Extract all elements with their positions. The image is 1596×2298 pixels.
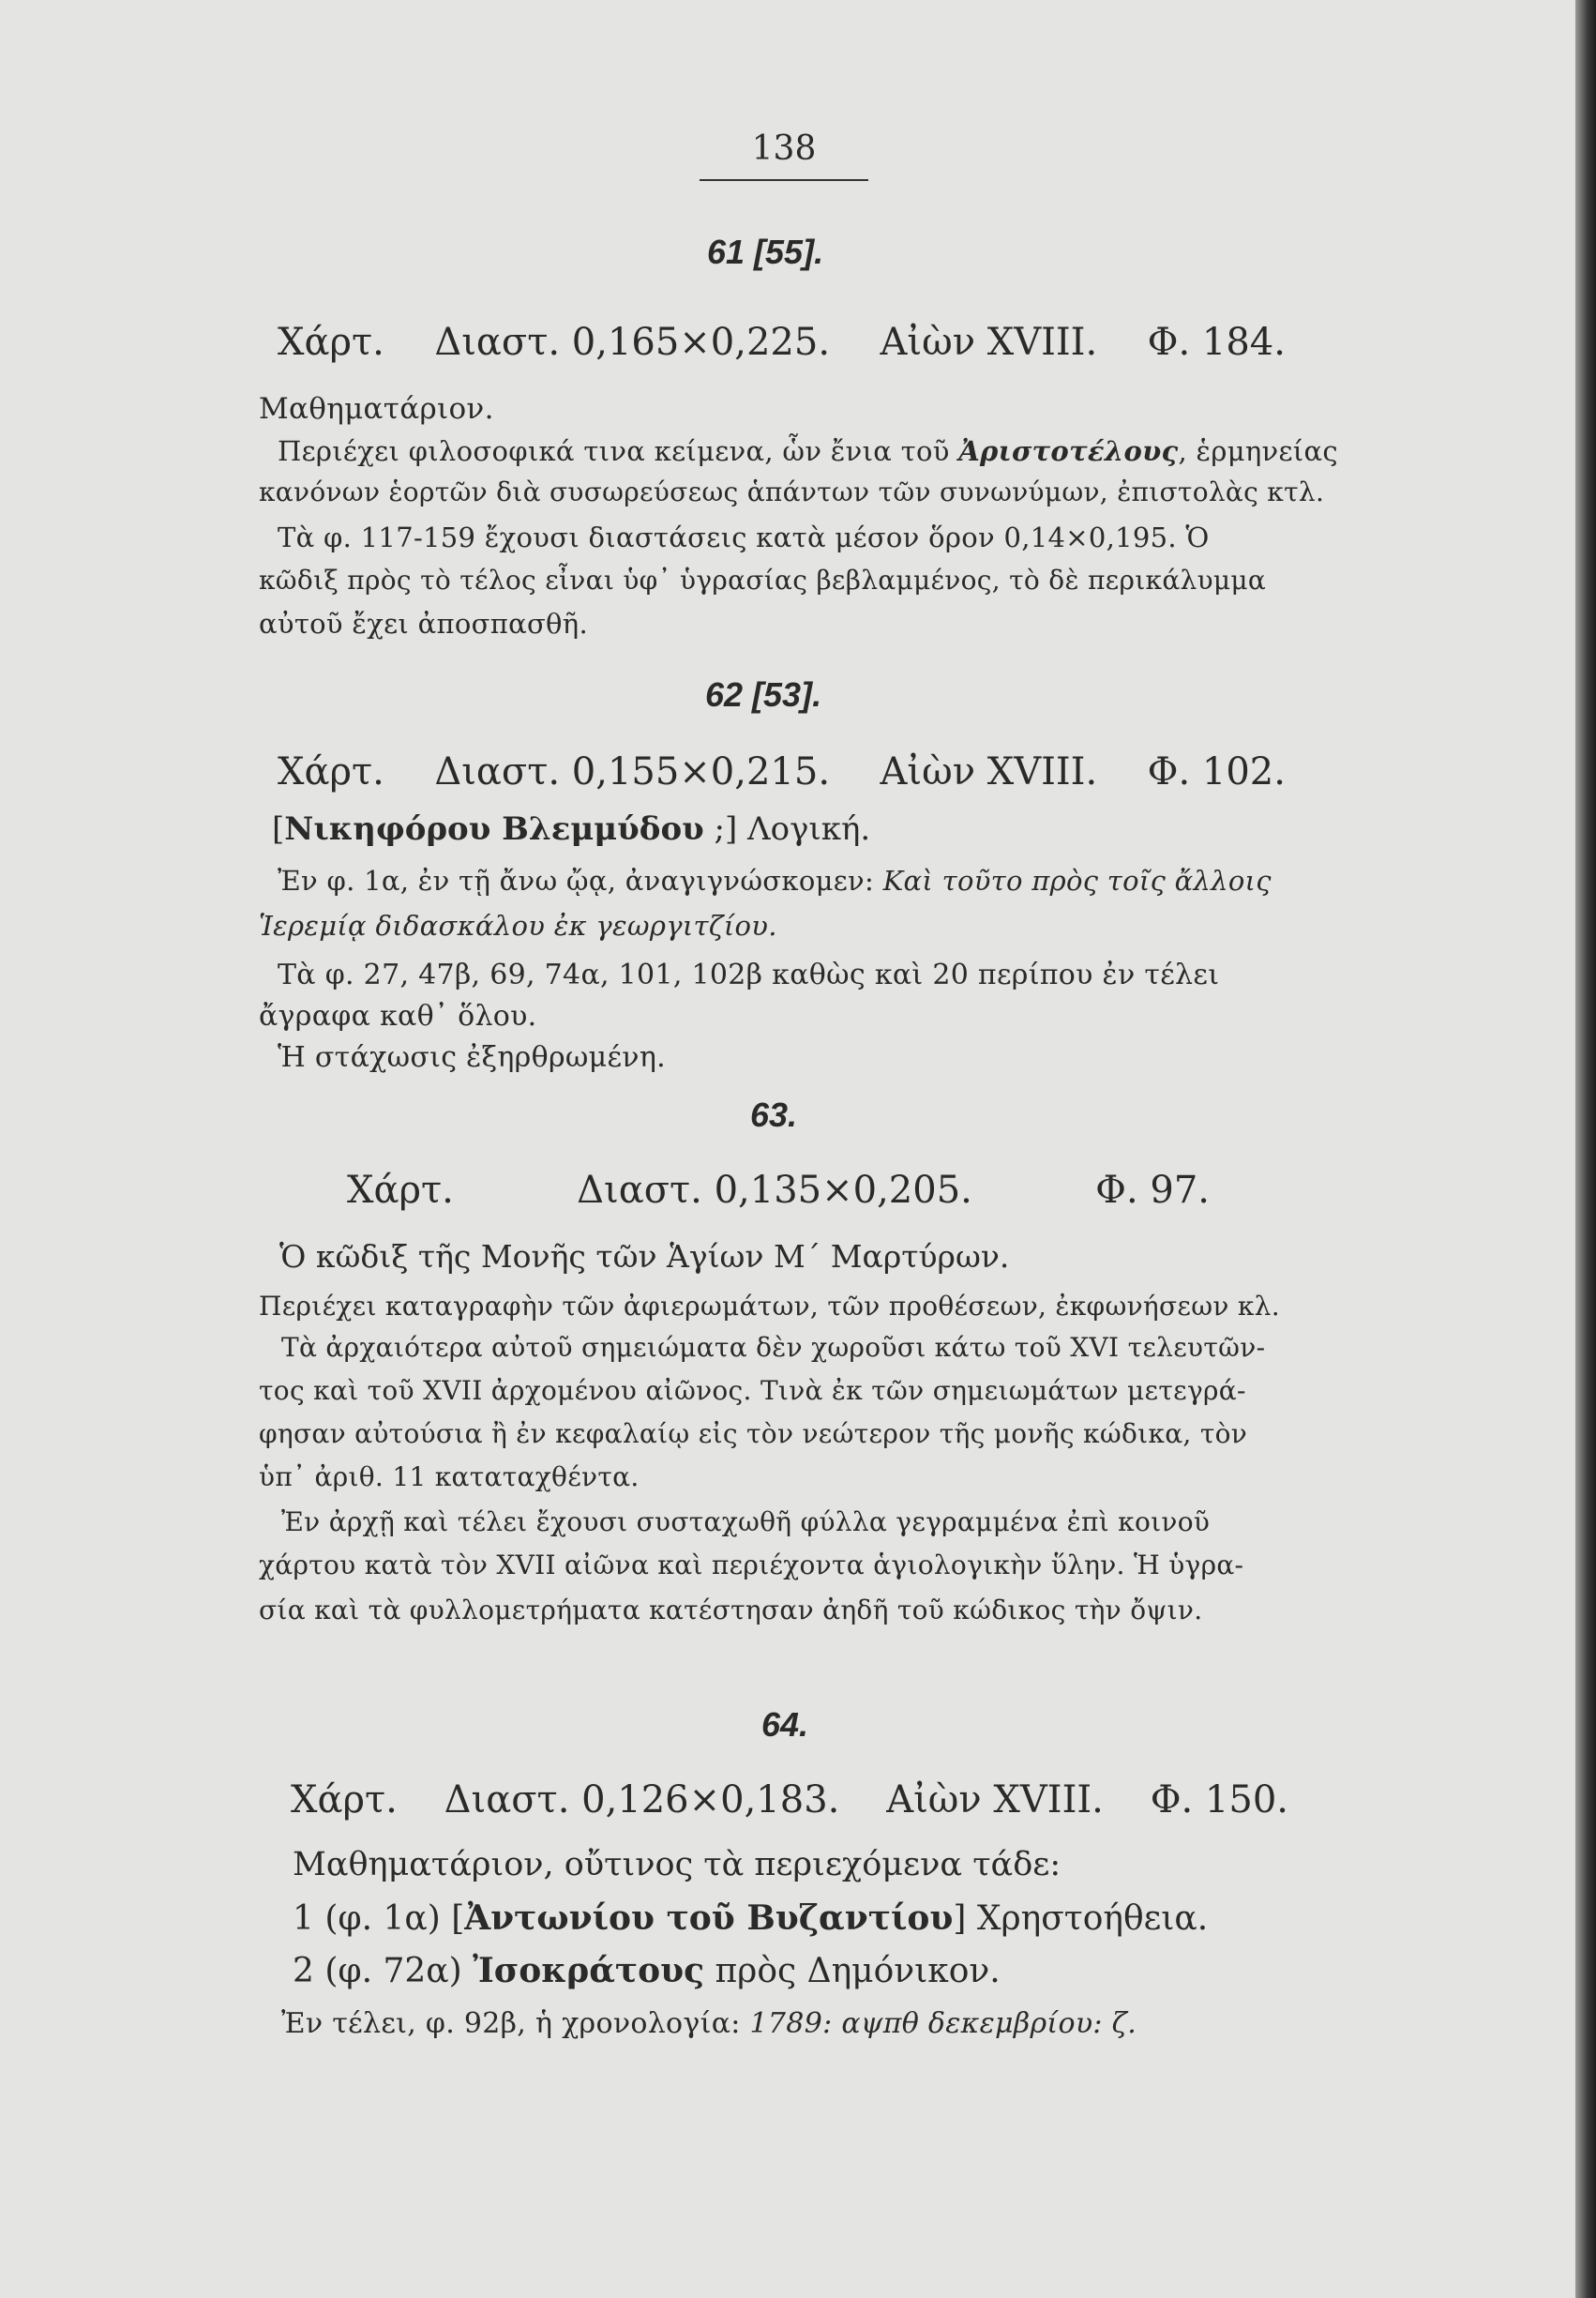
entry-62-heading: 62 [53]. xyxy=(705,675,822,714)
entry-61-line: κανόνων ἑορτῶν διὰ συσωρεύσεως ἁπάντων τῶν συνωνύμων, ἐπιστολὰς κτλ. xyxy=(259,476,1325,507)
dimensions: Διαστ. 0,126×0,183. xyxy=(444,1778,840,1822)
entry-64-line: Ἐν τέλει, φ. 92β, ἡ χρονολογία: 1789: αψπθ δεκεμβρίου: ζ. xyxy=(281,2007,1137,2040)
folios: Φ. 150. xyxy=(1150,1778,1288,1822)
entry-62-line: Ἱερεμίᾳ διδασκάλου ἐκ γεωργιτζίου. xyxy=(259,910,777,942)
entry-61-line: κῶδιξ πρὸς τὸ τέλος εἶναι ὑφ᾽ ὑγρασίας βεβλαμμένος, τὸ δὲ περικάλυμμα xyxy=(259,565,1267,596)
entry-63-line: Περιέχει καταγραφὴν τῶν ἀφιερωμάτων, τῶν προθέσεων, ἐκφωνήσεων κλ. xyxy=(259,1291,1280,1322)
entry-63-line: Ἐν ἀρχῇ καὶ τέλει ἔχουσι συσταχωθῆ φύλλα γεγραμμένα ἐπὶ κοινοῦ xyxy=(281,1506,1211,1537)
entry-64-description xyxy=(291,1778,1288,1822)
entry-62-line: Ἡ στάχωσις ἐξηρθρωμένη. xyxy=(278,1041,666,1074)
entry-63-heading: 63. xyxy=(750,1096,798,1134)
entry-61-description xyxy=(278,321,1286,364)
entry-63-line: σία καὶ τὰ φυλλομετρήματα κατέστησαν ἀηδῆ τοῦ κώδικος τὴν ὄψιν. xyxy=(259,1595,1203,1625)
entry-63-line: τος καὶ τοῦ XVII ἀρχομένου αἰῶνος. Τινὰ ἐκ τῶν σημειωμάτων μετεγρά- xyxy=(259,1375,1246,1406)
folios: Φ. 184. xyxy=(1147,321,1286,364)
page-number: 138 xyxy=(700,129,868,181)
century: Αἰὼν XVIII. xyxy=(880,750,1098,794)
material: Χάρτ. xyxy=(278,321,384,364)
entry-64-content-item: 1 (φ. 1α) [Ἀντωνίου τοῦ Βυζαντίου] Χρηστοήθεια. xyxy=(293,1898,1209,1938)
entry-61-line: Μαθηματάριον. xyxy=(259,392,494,426)
folios: Φ. 97. xyxy=(1095,1169,1210,1212)
scan-edge xyxy=(1575,0,1596,2298)
entry-61-line: Περιέχει φιλοσοφικά τινα κείμενα, ὧν ἔνια τοῦ Ἀριστοτέλους, ἑρμηνείας xyxy=(278,435,1338,467)
entry-61-heading: 61 [55]. xyxy=(707,233,824,271)
entry-63-line: ὑπ᾽ ἀριθ. 11 καταταχθέντα. xyxy=(259,1461,640,1492)
entry-63-line: φησαν αὐτούσια ἢ ἐν κεφαλαίῳ εἰς τὸν νεώτερον τῆς μονῆς κώδικα, τὸν xyxy=(259,1418,1248,1449)
entry-63-description xyxy=(347,1169,1210,1212)
entry-62-description xyxy=(278,750,1286,794)
dimensions: Διαστ. 0,155×0,215. xyxy=(434,750,831,794)
material: Χάρτ. xyxy=(291,1778,398,1822)
entry-63-title: Ὁ κῶδιξ τῆς Μονῆς τῶν Ἁγίων Μ΄ Μαρτύρων. xyxy=(279,1238,1010,1275)
entry-63-line: χάρτου κατὰ τὸν XVII αἰῶνα καὶ περιέχοντα ἁγιολογικὴν ὕλην. Ἡ ὑγρα- xyxy=(259,1550,1244,1580)
century: Αἰὼν XVIII. xyxy=(886,1778,1104,1822)
entry-62-title: [Νικηφόρου Βλεμμύδου ;] Λογική. xyxy=(272,810,871,848)
entry-62-line: ἄγραφα καθ᾽ ὅλου. xyxy=(259,1000,537,1033)
entry-64-line: Μαθηματάριον, οὔτινος τὰ περιεχόμενα τάδε: xyxy=(293,1846,1061,1883)
entry-64-heading: 64. xyxy=(761,1705,809,1744)
entry-62-line: Τὰ φ. 27, 47β, 69, 74α, 101, 102β καθὼς καὶ 20 περίπου ἐν τέλει xyxy=(278,959,1220,991)
entry-61-line: αὐτοῦ ἔχει ἀποσπασθῆ. xyxy=(259,608,589,640)
entry-63-line: Τὰ ἀρχαιότερα αὐτοῦ σημειώματα δὲν χωροῦσι κάτω τοῦ XVI τελευτῶν- xyxy=(281,1332,1266,1363)
entry-61-line: Τὰ φ. 117-159 ἔχουσι διαστάσεις κατὰ μέσον ὅρον 0,14×0,195. Ὁ xyxy=(278,522,1210,553)
dimensions: Διαστ. 0,165×0,225. xyxy=(434,321,831,364)
century: Αἰὼν XVIII. xyxy=(880,321,1098,364)
folios: Φ. 102. xyxy=(1147,750,1286,794)
material: Χάρτ. xyxy=(347,1169,454,1212)
entry-62-line: Ἐν φ. 1α, ἐν τῇ ἄνω ᾤᾳ, ἀναγιγνώσκομεν: Καὶ τοῦτο πρὸς τοῖς ἄλλοις xyxy=(278,865,1272,897)
material: Χάρτ. xyxy=(278,750,384,794)
entry-64-content-item: 2 (φ. 72α) Ἰσοκράτους πρὸς Δημόνικον. xyxy=(293,1951,1001,1990)
dimensions: Διαστ. 0,135×0,205. xyxy=(577,1169,972,1212)
